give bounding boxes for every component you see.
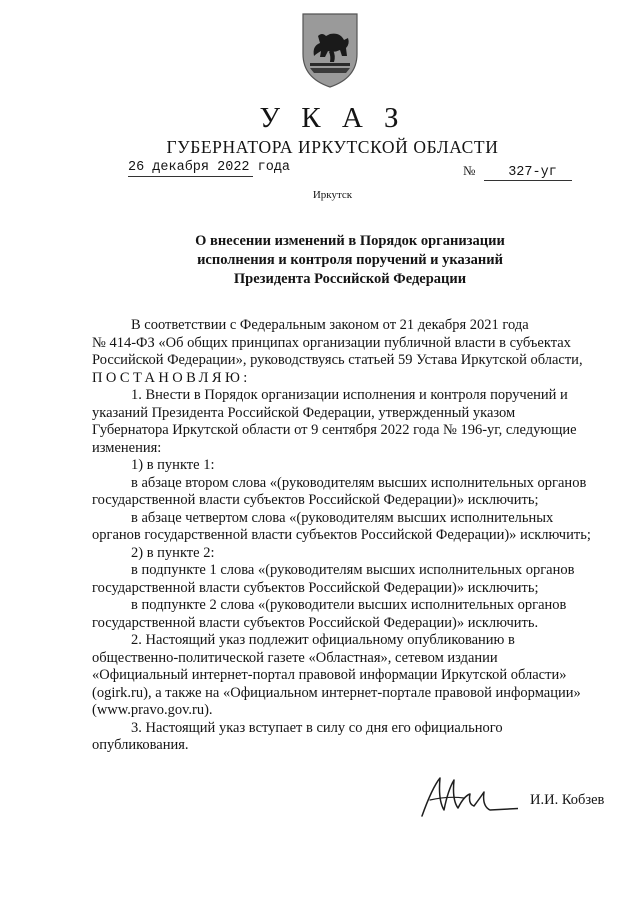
text-line: изменения: [92, 439, 162, 456]
decree-subtitle: ГУБЕРНАТОРА ИРКУТСКОЙ ОБЛАСТИ [166, 137, 499, 157]
text-line: 2. Настоящий указ подлежит официальному опубликованию в [131, 632, 515, 648]
decree-number: 327-уг [484, 165, 572, 181]
decree-date: 26 декабря 2022 года [128, 160, 291, 175]
text-line: в подпункте 1 слова «(руководителям высших исполнительных органов [131, 562, 575, 578]
text-line: Российской Федерации», руководствуясь статьей 59 Устава Иркутской области, [92, 352, 583, 368]
text-line: 3. Настоящий указ вступает в силу со дня его официального [131, 719, 503, 736]
irkutsk-coat-of-arms-icon [300, 10, 360, 90]
document-body [92, 317, 612, 755]
text-line: государственной власти субъектов Российской Федерации)» исключить. [92, 614, 539, 631]
text-line: 1) в пункте 1: [131, 457, 215, 473]
document-heading [90, 232, 610, 289]
text-line: органов государственной власти субъектов Российской Федерации)» исключить; [92, 527, 591, 543]
text-line: в абзаце четвертом слова «(руководителям высших исполнительных [131, 509, 554, 526]
decree-city: Иркутск [312, 189, 353, 201]
number-sign: № [463, 163, 476, 178]
text-line: в абзаце втором слова «(руководителям высших исполнительных органов [131, 474, 587, 491]
text-line: 1. Внести в Порядок организации исполнения и контроля поручений и [131, 387, 568, 403]
signer-name: И.И. Кобзев [530, 792, 605, 808]
text-line: № 414-ФЗ «Об общих принципах организации публичной власти в субъектах [92, 334, 571, 351]
resolve-word: ПОСТАНОВЛЯЮ: [92, 369, 251, 386]
text-line: в подпункте 2 слова «(руководители высших исполнительных органов [131, 597, 567, 613]
handwritten-signature-icon [418, 770, 518, 820]
text-line: указаний Президента Российской Федерации, утвержденный указом [92, 404, 516, 421]
text-line: В соответствии с Федеральным законом от 21 декабря 2021 года [131, 317, 529, 333]
text-line: опубликования. [92, 737, 189, 753]
text-line: (ogirk.ru), а также на «Официальном интернет-портале правовой информации» [92, 684, 581, 701]
decree-title: У К А З [259, 102, 406, 134]
text-line: государственной власти субъектов Российской Федерации)» исключить; [92, 579, 539, 596]
text-line: Губернатора Иркутской области от 9 сентября 2022 года № 196-уг, следующие [92, 422, 577, 438]
text-line: государственной власти субъектов Российской Федерации)» исключить; [92, 492, 539, 508]
text-line: 2) в пункте 2: [131, 544, 215, 561]
decree-number-field [463, 163, 566, 181]
text-line: общественно-политической газете «Областная», сетевом издании [92, 649, 498, 666]
text-line: (www.pravo.gov.ru). [92, 702, 213, 718]
heading-line: исполнения и контроля поручений и указаний [197, 252, 503, 268]
text-line: «Официальный интернет-портал правовой информации Иркутской области» [92, 667, 567, 683]
heading-line: О внесении изменений в Порядок организации [195, 233, 505, 249]
heading-line: Президента Российской Федерации [233, 271, 467, 287]
